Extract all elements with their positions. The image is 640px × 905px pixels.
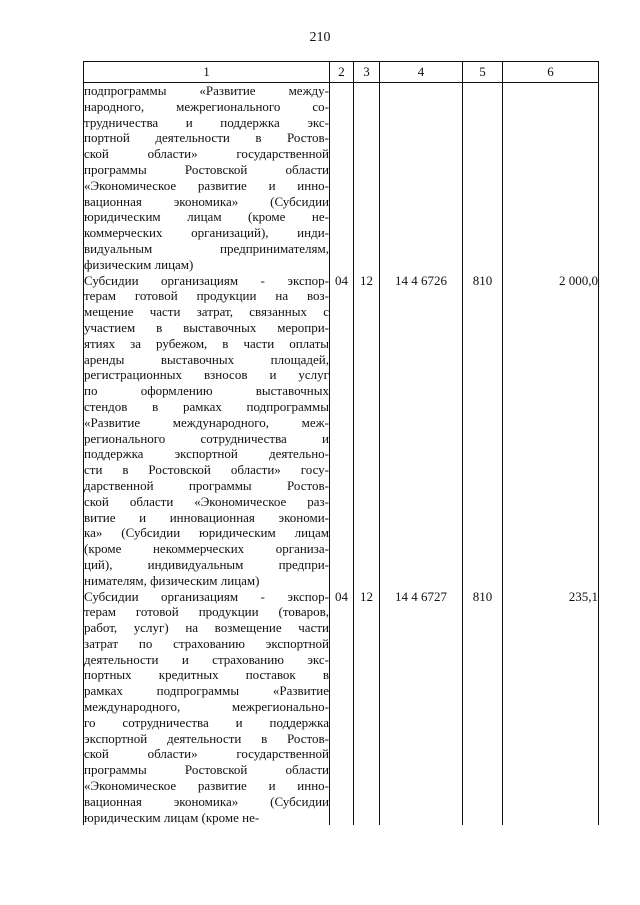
table-body	[84, 83, 599, 826]
description-line: вационная экономика» (Субсидии	[84, 193, 329, 209]
description-line: аренды выставочных площадей,	[84, 351, 329, 367]
description-line: затрат по страхованию экспортной	[84, 635, 329, 651]
subsection-code	[354, 83, 380, 273]
description-line: вационная экономика» (Субсидии	[84, 793, 329, 809]
description-line: ской области» государственной	[84, 146, 329, 162]
description-line: витие и инновационная экономи-	[84, 509, 329, 525]
table-row	[84, 589, 599, 826]
column-header: 4	[380, 62, 463, 83]
row-description	[84, 83, 330, 273]
row-description	[84, 273, 330, 589]
section-code	[330, 83, 354, 273]
description-line: по оформлению выставочных	[84, 383, 329, 399]
description-line: регистрационных взносов и услуг	[84, 367, 329, 383]
amount-value	[503, 83, 599, 273]
description-line: юридическим лицам (кроме не-	[84, 209, 329, 225]
column-header: 1	[84, 62, 330, 83]
target-article-code: 14 4 6726	[380, 273, 463, 589]
description-line: физическим лицам)	[84, 256, 194, 272]
description-line: программы Ростовской области	[84, 161, 329, 177]
description-line: ятиях за рубежом, в части оплаты	[84, 335, 329, 351]
column-header: 2	[330, 62, 354, 83]
description-line: ской области» государственной	[84, 746, 329, 762]
description-line: «Экономическое развитие и инно-	[84, 778, 329, 794]
expense-type-code: 810	[463, 273, 503, 589]
section-code: 04	[330, 589, 354, 826]
target-article-code	[380, 83, 463, 273]
description-line: (кроме некоммерческих организа-	[84, 541, 329, 557]
description-line: ка» (Субсидии юридическим лицам	[84, 525, 329, 541]
amount-value: 2 000,0	[503, 273, 599, 589]
description-line: «Развитие международного, меж-	[84, 414, 329, 430]
row-description	[84, 589, 330, 826]
description-line: терам готовой продукции на воз-	[84, 288, 329, 304]
page-number: 210	[309, 30, 331, 45]
description-line: сти в Ростовской области» госу-	[84, 462, 329, 478]
description-line: Субсидии организациям - экспор-	[84, 272, 329, 288]
description-line: регионального сотрудничества и	[84, 430, 329, 446]
description-line: го сотрудничества и поддержка	[84, 714, 329, 730]
description-line: стендов в рамках подпрограммы	[84, 398, 329, 414]
description-line: дарственной программы Ростов-	[84, 477, 329, 493]
column-header: 5	[463, 62, 503, 83]
subsection-code: 12	[354, 589, 380, 826]
description-line: экспортной деятельности в Ростов-	[84, 730, 329, 746]
expense-type-code	[463, 83, 503, 273]
description-line: портных кредитных поставок в	[84, 667, 329, 683]
description-line: «Экономическое развитие и инно-	[84, 177, 329, 193]
description-line: Субсидии организациям - экспор-	[84, 588, 329, 604]
description-line: рамках подпрограммы «Развитие	[84, 683, 329, 699]
section-code: 04	[330, 273, 354, 589]
column-header: 3	[354, 62, 380, 83]
description-line: терам готовой продукции (товаров,	[84, 604, 329, 620]
description-line: участием в выставочных меропри-	[84, 319, 329, 335]
description-line: портной деятельности в Ростов-	[84, 130, 329, 146]
description-line: подпрограммы «Развитие между-	[84, 83, 329, 98]
description-line: видуальным предпринимателям,	[84, 240, 329, 256]
expense-type-code: 810	[463, 589, 503, 826]
budget-table	[83, 61, 599, 825]
description-line: мещение части затрат, связанных с	[84, 304, 329, 320]
subsection-code: 12	[354, 273, 380, 589]
description-line: юридическим лицам (кроме не-	[84, 809, 260, 825]
amount-value: 235,1	[503, 589, 599, 826]
description-line: международного, межрегионально-	[84, 699, 329, 715]
description-line: народного, межрегионального со-	[84, 98, 329, 114]
description-line: ской области «Экономическое раз-	[84, 493, 329, 509]
description-line: нимателям, физическим лицам)	[84, 572, 260, 588]
target-article-code: 14 4 6727	[380, 589, 463, 826]
table-row	[84, 273, 599, 589]
description-line: поддержка экспортной деятельно-	[84, 446, 329, 462]
description-line: трудничества и поддержка экс-	[84, 114, 329, 130]
table-row	[84, 83, 599, 273]
description-line: коммерческих организаций), инди-	[84, 225, 329, 241]
description-line: программы Ростовской области	[84, 762, 329, 778]
description-line: работ, услуг) на возмещение части	[84, 620, 329, 636]
description-line: деятельности и страхованию экс-	[84, 651, 329, 667]
description-line: ций), индивидуальным предпри-	[84, 556, 329, 572]
column-header: 6	[503, 62, 599, 83]
table-header-row	[84, 62, 599, 83]
